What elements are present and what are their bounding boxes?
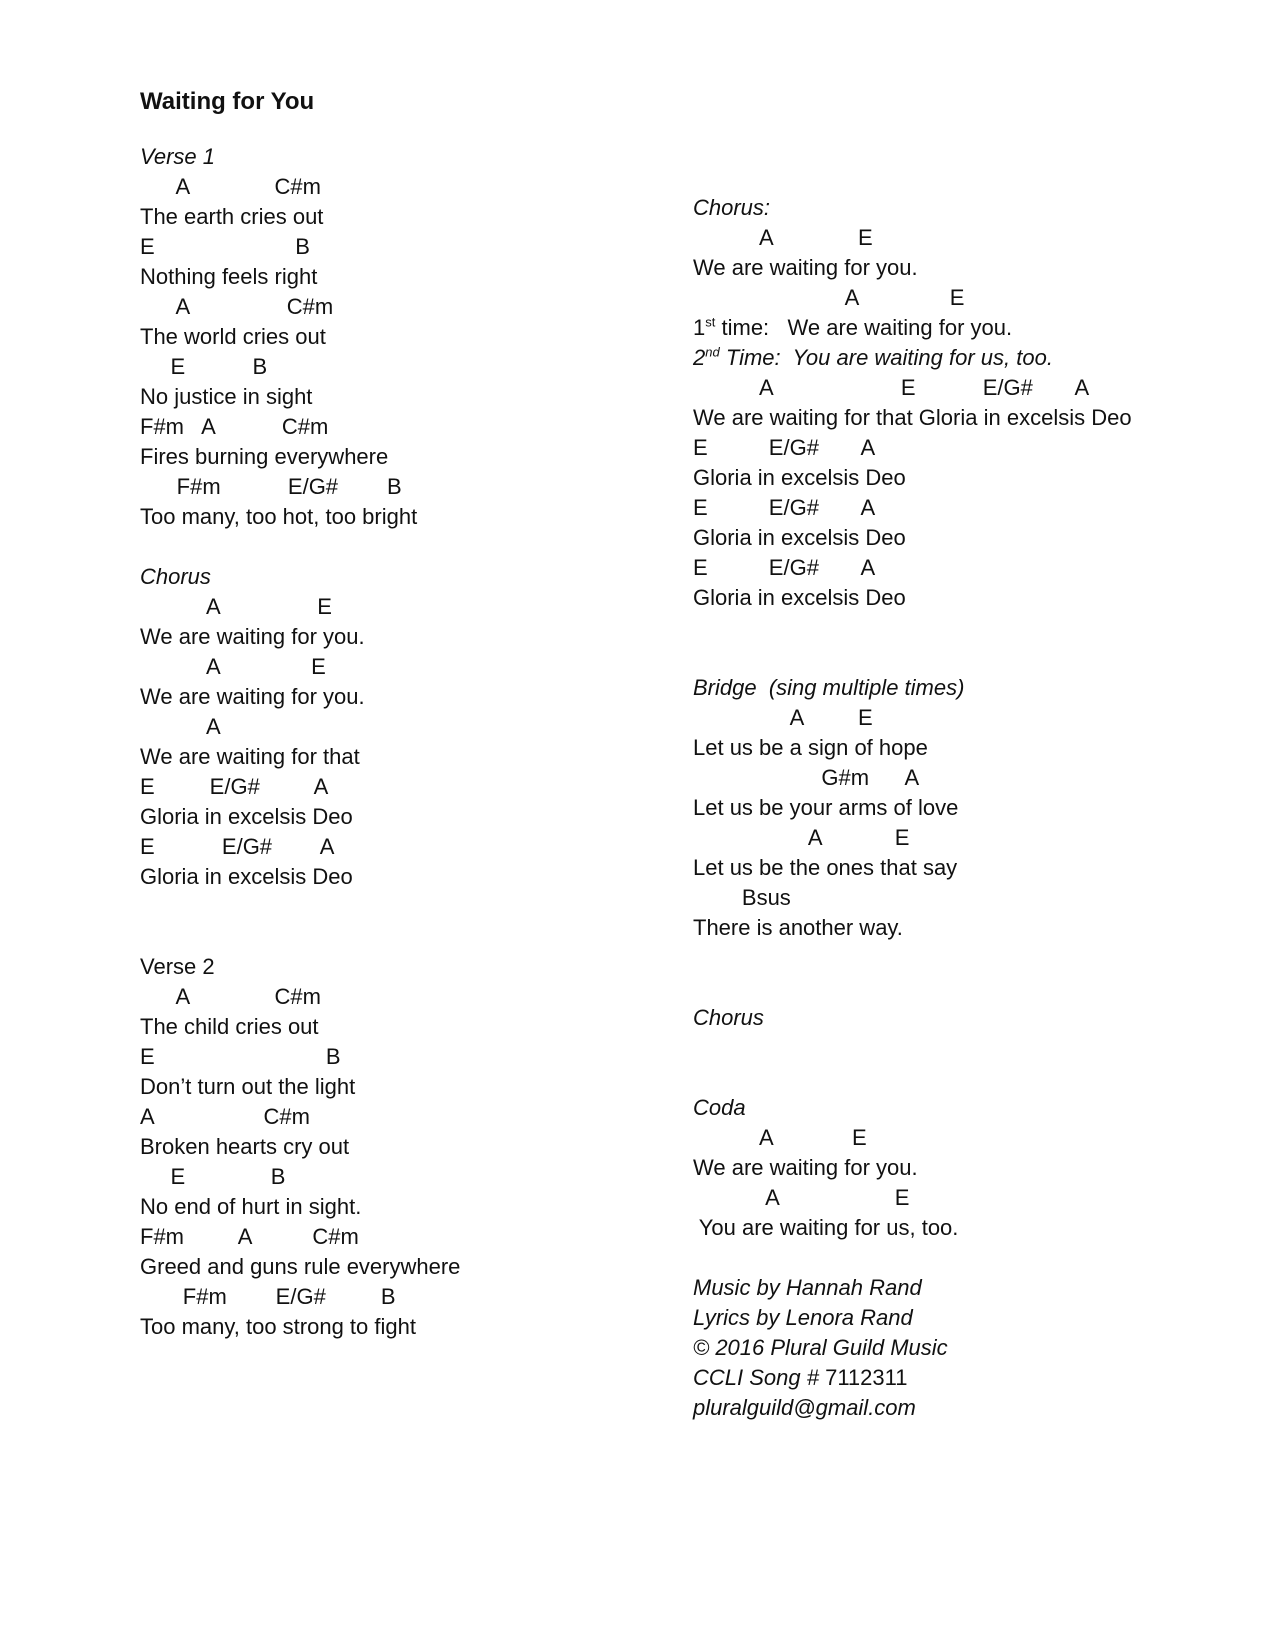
lyric-line: The earth cries out: [140, 204, 324, 229]
chord-line: A C#m: [140, 984, 321, 1009]
chord-line: A C#m: [140, 1104, 310, 1129]
section-label: Lyrics by Lenora Rand: [693, 1305, 913, 1330]
chord-line: F#m E/G# B: [140, 1284, 396, 1309]
section-label: 2nd Time: You are waiting for us, too.: [693, 344, 1053, 370]
lyric-line: We are waiting for you.: [693, 1155, 918, 1180]
section-label: © 2016 Plural Guild Music: [693, 1335, 948, 1360]
lyric-line: Gloria in excelsis Deo: [693, 525, 906, 550]
lyric-line: The world cries out: [140, 324, 326, 349]
lyric-line: Gloria in excelsis Deo: [693, 465, 906, 490]
lyric-line: There is another way.: [693, 915, 903, 940]
lyric-line: We are waiting for you.: [140, 684, 365, 709]
song-title: Waiting for You: [140, 88, 315, 115]
lyric-line: 1st time: We are waiting for you.: [693, 314, 1013, 340]
chord-line: E E/G# A: [140, 774, 329, 799]
chord-line: Bsus: [693, 885, 791, 910]
section-label: Verse 1: [140, 144, 216, 169]
chord-line: A E E/G# A: [693, 375, 1090, 400]
chord-line: E B: [140, 354, 268, 379]
lyric-line: Don’t turn out the light: [140, 1074, 356, 1099]
lyric-line: Fires burning everywhere: [140, 444, 389, 469]
chord-line: A E: [693, 1125, 867, 1150]
lyric-line: Gloria in excelsis Deo: [693, 585, 906, 610]
lyric-line: Greed and guns rule everywhere: [140, 1254, 461, 1279]
lyric-line: Let us be your arms of love: [693, 795, 959, 820]
section-label: pluralguild@gmail.com: [693, 1395, 916, 1420]
lyric-line: Verse 2: [140, 954, 215, 979]
section-label: Chorus:: [693, 195, 771, 220]
lyric-line: We are waiting for you.: [693, 255, 918, 280]
chord-line: A E: [140, 594, 332, 619]
lyric-line: Too many, too strong to fight: [140, 1314, 416, 1339]
lyric-line: No end of hurt in sight.: [140, 1194, 362, 1219]
lyric-line: The child cries out: [140, 1014, 319, 1039]
chord-line: A E: [693, 705, 873, 730]
chord-line: E E/G# A: [693, 435, 876, 460]
chord-line: F#m E/G# B: [140, 474, 402, 499]
section-label: Bridge (sing multiple times): [693, 675, 965, 700]
section-label: Coda: [693, 1095, 746, 1120]
chord-line: A: [140, 714, 221, 739]
lyric-line: No justice in sight: [140, 384, 313, 409]
chord-line: E B: [140, 234, 310, 259]
chord-line: A C#m: [140, 294, 334, 319]
lyric-line: Too many, too hot, too bright: [140, 504, 418, 529]
lyric-line: Broken hearts cry out: [140, 1134, 350, 1159]
lyric-line: We are waiting for that Gloria in excelsis Deo: [693, 405, 1132, 430]
chord-line: E E/G# A: [693, 495, 876, 520]
lyric-line: CCLI Song # 7112311: [693, 1365, 908, 1390]
chord-line: E E/G# A: [693, 555, 876, 580]
chord-line: E B: [140, 1044, 341, 1069]
chord-line: F#m A C#m: [140, 1224, 359, 1249]
lyric-line: Let us be a sign of hope: [693, 735, 928, 760]
chord-line: A E: [693, 1185, 910, 1210]
chord-line: F#m A C#m: [140, 414, 329, 439]
chord-line: A E: [693, 285, 965, 310]
lyric-line: We are waiting for that: [140, 744, 360, 769]
chord-line: E E/G# A: [140, 834, 335, 859]
chord-line: A E: [693, 825, 910, 850]
lyric-line: Nothing feels right: [140, 264, 318, 289]
chord-line: A E: [140, 654, 326, 679]
chord-line: A E: [693, 225, 873, 250]
lyric-line: Gloria in excelsis Deo: [140, 804, 353, 829]
chord-line: E B: [140, 1164, 286, 1189]
lyric-line: You are waiting for us, too.: [693, 1215, 959, 1240]
chord-line: G#m A: [693, 765, 920, 790]
section-label: Chorus: [140, 564, 211, 589]
section-label: Chorus: [693, 1005, 764, 1030]
section-label: Music by Hannah Rand: [693, 1275, 922, 1300]
lyric-line: We are waiting for you.: [140, 624, 365, 649]
lyric-line: Gloria in excelsis Deo: [140, 864, 353, 889]
lyric-line: Let us be the ones that say: [693, 855, 958, 880]
chord-line: A C#m: [140, 174, 321, 199]
